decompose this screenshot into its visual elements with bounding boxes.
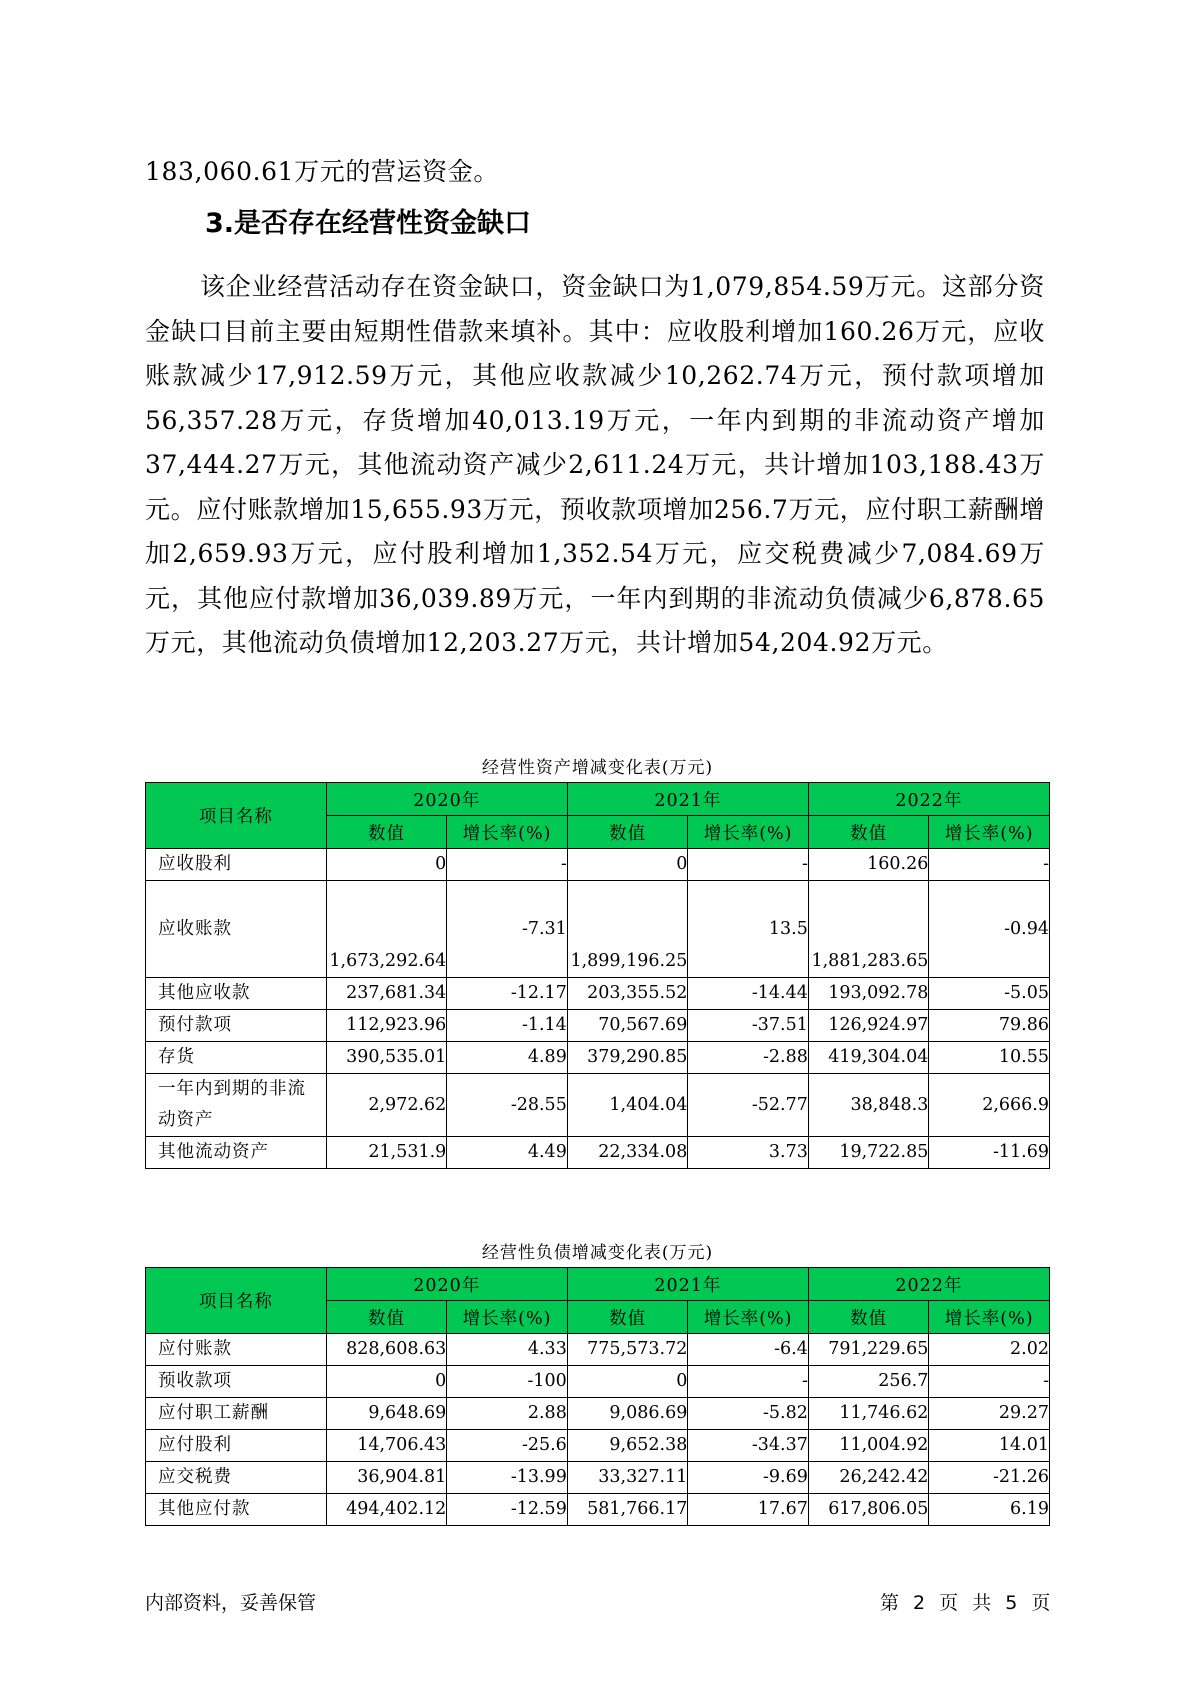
- cell: 4.49: [447, 1137, 568, 1169]
- row-label: 应付职工薪酬: [146, 1398, 327, 1430]
- row-label: 预付款项: [146, 1010, 327, 1042]
- cell: -25.6: [447, 1430, 568, 1462]
- row-label: 其他流动资产: [146, 1137, 327, 1169]
- cell: 38,848.3: [808, 1074, 929, 1137]
- cell: 828,608.63: [326, 1334, 447, 1366]
- header-item-name: 项目名称: [146, 783, 327, 849]
- header-value: 数值: [808, 816, 929, 849]
- header-value: 数值: [567, 1301, 688, 1334]
- table-row: [146, 1398, 1050, 1430]
- cell: -12.17: [447, 978, 568, 1010]
- header-rate: 增长率(%): [688, 816, 809, 849]
- table-row: [146, 1010, 1050, 1042]
- cell: 70,567.69: [567, 1010, 688, 1042]
- cell: 617,806.05: [808, 1494, 929, 1526]
- cell: -: [929, 1366, 1050, 1398]
- table-row: [146, 1366, 1050, 1398]
- liability-change-table: [145, 1267, 1050, 1526]
- header-value: 数值: [326, 1301, 447, 1334]
- cell: 0: [326, 849, 447, 881]
- cell: -9.69: [688, 1462, 809, 1494]
- cell: 13.5: [688, 881, 809, 978]
- cell: -14.44: [688, 978, 809, 1010]
- cell: 9,652.38: [567, 1430, 688, 1462]
- header-rate: 增长率(%): [447, 816, 568, 849]
- row-label: 应收股利: [146, 849, 327, 881]
- cell: -: [447, 849, 568, 881]
- asset-change-table: [145, 782, 1050, 1169]
- cell: -0.94: [929, 881, 1050, 978]
- cell: 19,722.85: [808, 1137, 929, 1169]
- header-value: 数值: [567, 816, 688, 849]
- cell: 0: [567, 849, 688, 881]
- table1-caption: 经营性资产增减变化表(万元): [481, 758, 714, 778]
- cell: 21,531.9: [326, 1137, 447, 1169]
- cell: 2.02: [929, 1334, 1050, 1366]
- header-year-2021: 2021年: [567, 783, 808, 816]
- cell: 126,924.97: [808, 1010, 929, 1042]
- cell: -7.31: [447, 881, 568, 978]
- cell: -37.51: [688, 1010, 809, 1042]
- row-label: 应收账款: [146, 881, 327, 978]
- cell: 3.73: [688, 1137, 809, 1169]
- cell: 2,972.62: [326, 1074, 447, 1137]
- cell: 14.01: [929, 1430, 1050, 1462]
- main-paragraph: 该企业经营活动存在资金缺口，资金缺口为1,079,854.59万元。这部分资金缺口目前主要由短期性借款来填补。其中：应收股利增加160.26万元，应收账款减少17,912.59万元，其他应收款减少10,262.74万元，预付款项增加56,357.28万元，存货增加40,013.19万元，一年内到期的非流动资产增加37,444.27万元，其他流动资产减少2,611.24万元，共计增加103,188.43万元。应付账款增加15,655.93万元，预收款项增加256.7万元，应付职工薪酬增加2,659.93万元，应付股利增加1,352.54万元，应交税费减少7,084.69万元，其他应付款增加36,039.89万元，一年内到期的非流动负债减少6,878.65万元，其他流动负债增加12,203.27万元，共计增加54,204.92万元。: [145, 272, 1045, 657]
- cell: 9,648.69: [326, 1398, 447, 1430]
- header-year-2022: 2022年: [808, 1268, 1049, 1301]
- cell: 33,327.11: [567, 1462, 688, 1494]
- cell: 9,086.69: [567, 1398, 688, 1430]
- cell: -34.37: [688, 1430, 809, 1462]
- cell: 419,304.04: [808, 1042, 929, 1074]
- table-row: [146, 881, 1050, 978]
- row-label: 应交税费: [146, 1462, 327, 1494]
- header-rate: 增长率(%): [929, 1301, 1050, 1334]
- cell: 79.86: [929, 1010, 1050, 1042]
- header-year-2020: 2020年: [326, 1268, 567, 1301]
- cell: 36,904.81: [326, 1462, 447, 1494]
- row-label: 一年内到期的非流动资产: [146, 1074, 327, 1137]
- table-row: [146, 1074, 1050, 1137]
- section-heading: 3.是否存在经营性资金缺口: [205, 208, 532, 239]
- header-year-2021: 2021年: [567, 1268, 808, 1301]
- cell: 11,004.92: [808, 1430, 929, 1462]
- cell: -: [688, 1366, 809, 1398]
- cell: -52.77: [688, 1074, 809, 1137]
- row-label: 应付账款: [146, 1334, 327, 1366]
- header-value: 数值: [326, 816, 447, 849]
- cell: -1.14: [447, 1010, 568, 1042]
- cell: -11.69: [929, 1137, 1050, 1169]
- cell: -12.59: [447, 1494, 568, 1526]
- row-label: 存货: [146, 1042, 327, 1074]
- cell: -2.88: [688, 1042, 809, 1074]
- table-row: [146, 1430, 1050, 1462]
- header-rate: 增长率(%): [688, 1301, 809, 1334]
- table2-caption: 经营性负债增减变化表(万元): [481, 1243, 714, 1263]
- cell: 10.55: [929, 1042, 1050, 1074]
- cell: 0: [567, 1366, 688, 1398]
- cell: 1,404.04: [567, 1074, 688, 1137]
- cell: 22,334.08: [567, 1137, 688, 1169]
- cell: 26,242.42: [808, 1462, 929, 1494]
- cell: 1,881,283.65: [808, 881, 929, 978]
- cell: 2.88: [447, 1398, 568, 1430]
- cell: 14,706.43: [326, 1430, 447, 1462]
- cell: 775,573.72: [567, 1334, 688, 1366]
- cell: 17.67: [688, 1494, 809, 1526]
- cell: 379,290.85: [567, 1042, 688, 1074]
- cell: 581,766.17: [567, 1494, 688, 1526]
- cell: 112,923.96: [326, 1010, 447, 1042]
- table-row: [146, 1137, 1050, 1169]
- cell: 203,355.52: [567, 978, 688, 1010]
- row-label: 其他应收款: [146, 978, 327, 1010]
- cell: 0: [326, 1366, 447, 1398]
- cell: -21.26: [929, 1462, 1050, 1494]
- table-row: [146, 1334, 1050, 1366]
- table-row: [146, 1462, 1050, 1494]
- cell: -100: [447, 1366, 568, 1398]
- cell: 1,899,196.25: [567, 881, 688, 978]
- footer-confidential-note: 内部资料，妥善保管: [145, 1592, 317, 1614]
- cell: -5.82: [688, 1398, 809, 1430]
- intro-paragraph: 183,060.61万元的营运资金。: [145, 157, 499, 186]
- header-value: 数值: [808, 1301, 929, 1334]
- table-row: [146, 1494, 1050, 1526]
- cell: 6.19: [929, 1494, 1050, 1526]
- table-row: [146, 849, 1050, 881]
- cell: 256.7: [808, 1366, 929, 1398]
- header-item-name: 项目名称: [146, 1268, 327, 1334]
- cell: 193,092.78: [808, 978, 929, 1010]
- cell: 237,681.34: [326, 978, 447, 1010]
- cell: -28.55: [447, 1074, 568, 1137]
- cell: -13.99: [447, 1462, 568, 1494]
- header-year-2022: 2022年: [808, 783, 1049, 816]
- cell: 494,402.12: [326, 1494, 447, 1526]
- cell: 791,229.65: [808, 1334, 929, 1366]
- cell: 4.89: [447, 1042, 568, 1074]
- cell: -6.4: [688, 1334, 809, 1366]
- row-label: 预收款项: [146, 1366, 327, 1398]
- header-rate: 增长率(%): [929, 816, 1050, 849]
- cell: -5.05: [929, 978, 1050, 1010]
- header-rate: 增长率(%): [447, 1301, 568, 1334]
- footer-page-number: 第 2 页 共 5 页: [880, 1592, 1052, 1614]
- cell: 160.26: [808, 849, 929, 881]
- row-label: 其他应付款: [146, 1494, 327, 1526]
- cell: -: [688, 849, 809, 881]
- table-row: [146, 1042, 1050, 1074]
- row-label: 应付股利: [146, 1430, 327, 1462]
- cell: 1,673,292.64: [326, 881, 447, 978]
- cell: 4.33: [447, 1334, 568, 1366]
- table-row: [146, 978, 1050, 1010]
- cell: 390,535.01: [326, 1042, 447, 1074]
- header-year-2020: 2020年: [326, 783, 567, 816]
- cell: -: [929, 849, 1050, 881]
- cell: 2,666.9: [929, 1074, 1050, 1137]
- cell: 11,746.62: [808, 1398, 929, 1430]
- cell: 29.27: [929, 1398, 1050, 1430]
